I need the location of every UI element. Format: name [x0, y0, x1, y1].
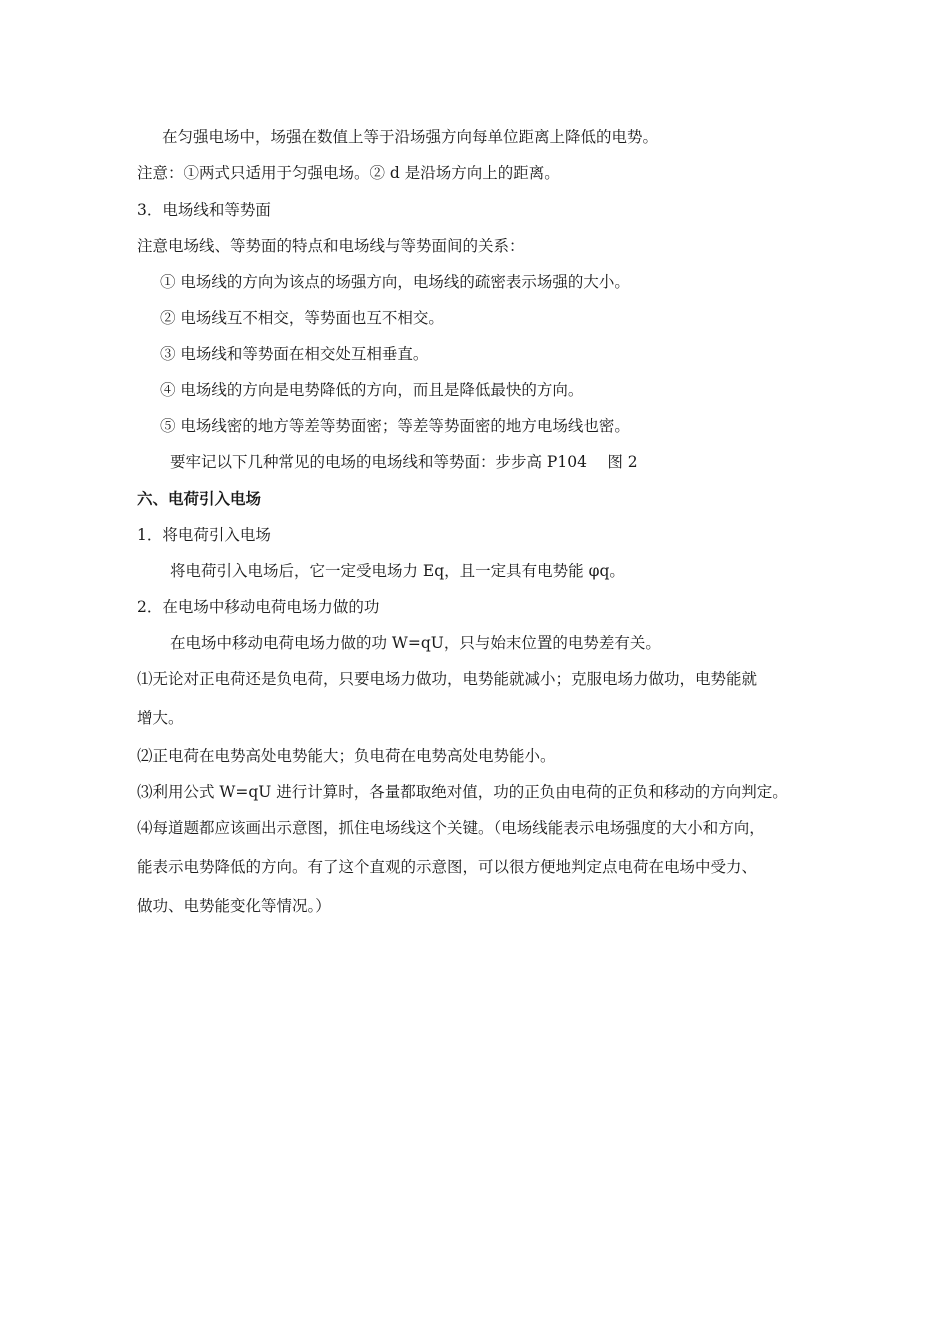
list-item-5: ⑤ 电场线密的地方等差等势面密；等差等势面密的地方电场线也密。 [160, 417, 630, 435]
list-item-1: ① 电场线的方向为该点的场强方向，电场线的疏密表示场强的大小。 [160, 273, 630, 291]
list-item-3: ③ 电场线和等势面在相交处互相垂直。 [160, 345, 429, 363]
subheading-field-lines-equipotential: 3．电场线和等势面 [137, 201, 271, 219]
section-heading-6: 六、电荷引入电场 [137, 490, 262, 508]
subheading-work-by-field: 2．在电场中移动电荷电场力做的功 [137, 598, 380, 616]
point-4-line-2: 能表示电势降低的方向。有了这个直观的示意图，可以很方便地判定点电荷在电场中受力、 [137, 858, 758, 876]
list-item-2: ② 电场线互不相交，等势面也互不相交。 [160, 309, 444, 327]
note-formula-scope: 注意：①两式只适用于匀强电场。② d 是沿场方向上的距离。 [137, 164, 560, 182]
paragraph-charge-force-energy: 将电荷引入电场后，它一定受电场力 Eq，且一定具有电势能 φq。 [170, 562, 625, 580]
reference-note: 要牢记以下几种常见的电场的电场线和等势面：步步高 P104 图 2 [170, 453, 638, 471]
subheading-charge-into-field: 1．将电荷引入电场 [137, 526, 271, 544]
point-2: ⑵正电荷在电势高处电势能大；负电荷在电势高处电势能小。 [137, 747, 556, 765]
point-4-line-3: 做功、电势能变化等情况。） [137, 897, 331, 915]
paragraph-uniform-field: 在匀强电场中，场强在数值上等于沿场强方向每单位距离上降低的电势。 [162, 128, 659, 146]
point-1-line-1: ⑴无论对正电荷还是负电荷，只要电场力做功，电势能就减小；克服电场力做功，电势能就 [137, 670, 758, 688]
paragraph-work-formula: 在电场中移动电荷电场力做的功 W=qU，只与始末位置的电势差有关。 [170, 634, 661, 652]
point-3: ⑶利用公式 W=qU 进行计算时，各量都取绝对值，功的正负由电荷的正负和移动的方向判定。 [137, 783, 788, 801]
point-4-line-1: ⑷每道题都应该画出示意图，抓住电场线这个关键。（电场线能表示电场强度的大小和方向， [137, 819, 765, 837]
note-field-line-properties: 注意电场线、等势面的特点和电场线与等势面间的关系： [137, 237, 525, 255]
point-1-line-2: 增大。 [137, 709, 184, 727]
list-item-4: ④ 电场线的方向是电势降低的方向，而且是降低最快的方向。 [160, 381, 584, 399]
